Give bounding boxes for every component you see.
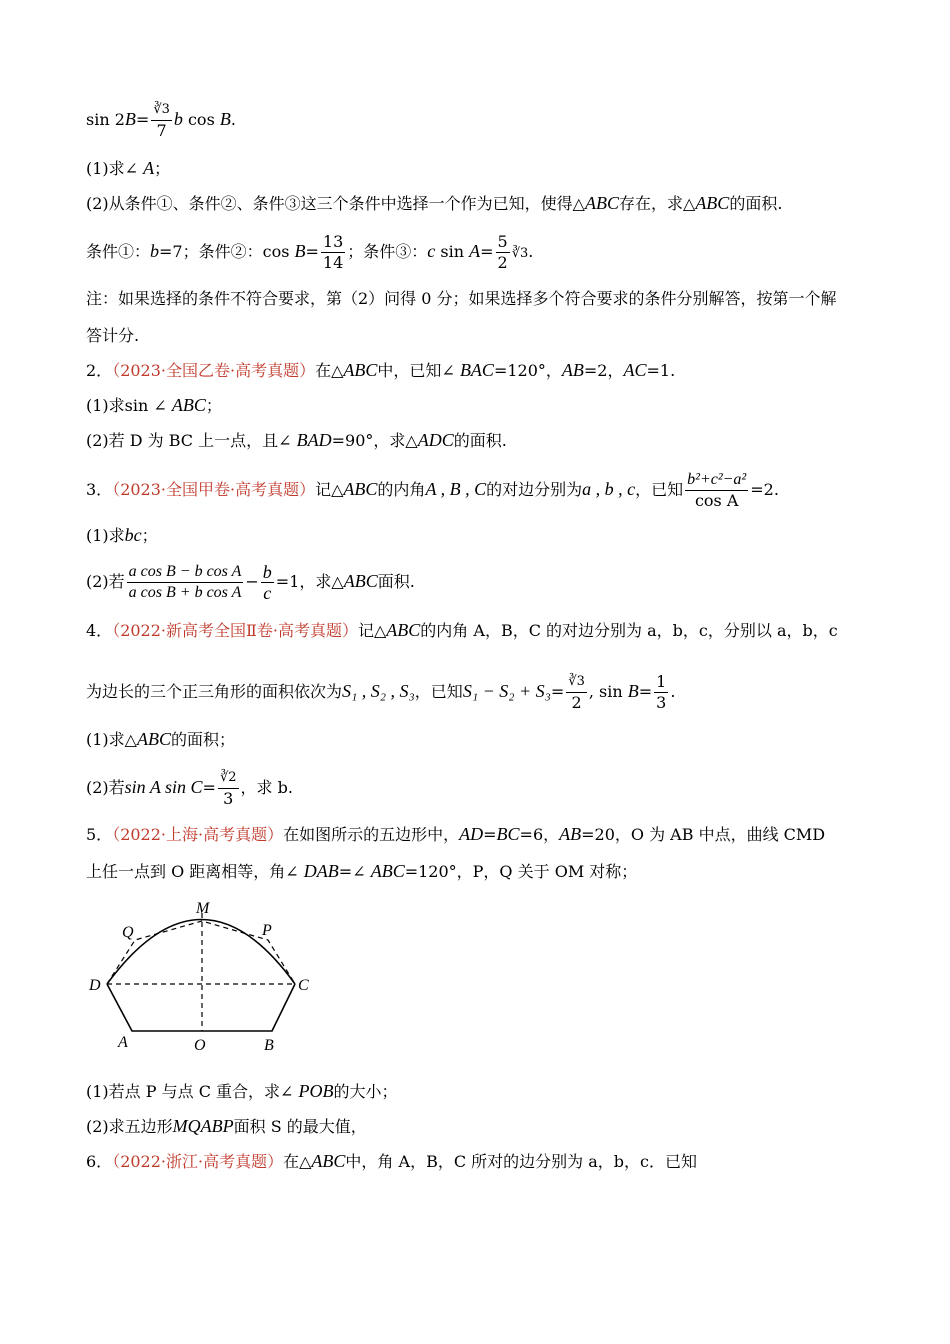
source-tag: （2022·浙江·高考真题） <box>112 1152 284 1171</box>
label-d: D <box>89 977 101 994</box>
var: S₁ − S₂ + S₃ <box>462 681 551 701</box>
question-4-cont <box>86 672 675 713</box>
var: A , B , C <box>425 479 487 499</box>
text: = <box>550 682 565 701</box>
text: − <box>245 572 259 591</box>
frac-num: b²+c²−a² <box>685 470 748 491</box>
text: 的内角 <box>377 480 426 499</box>
text: 中，已知 <box>377 361 442 380</box>
text: = <box>483 825 497 844</box>
label-q: Q <box>122 924 134 941</box>
text: 的对边分别为 <box>486 480 583 499</box>
text: 为边长的三个正三角形的面积依次为 <box>86 682 343 701</box>
frac-num: b <box>262 562 272 582</box>
text: = <box>338 862 353 881</box>
source-tag: （2023·全国乙卷·高考真题） <box>112 361 316 380</box>
var: AC <box>623 360 647 380</box>
text: =6， <box>519 825 560 844</box>
question-3 <box>86 470 779 511</box>
note-line-2: 答计分. <box>86 326 140 345</box>
var: A <box>143 158 155 178</box>
label-c: C <box>298 977 309 994</box>
text: (1)求 <box>86 730 125 749</box>
var: BAD <box>296 430 332 450</box>
q1-part2 <box>86 193 782 214</box>
text: (2)若 D 为 BC 上一点，且 <box>86 431 279 450</box>
var: BC <box>496 824 520 844</box>
q1-part1 <box>86 158 170 179</box>
text: 记 <box>315 480 332 499</box>
text: ，求 b. <box>240 778 293 797</box>
frac-num: ∛3 <box>566 672 587 693</box>
text: (2)若 <box>86 778 125 797</box>
var: ABC <box>584 193 619 213</box>
text: 面积 S 的最大值， <box>233 1117 367 1136</box>
question-number: 4． <box>86 621 113 640</box>
text: (2)若 <box>86 572 125 591</box>
var: A <box>469 241 481 261</box>
var: DAB <box>303 861 339 881</box>
frac-den: cos A <box>694 491 739 510</box>
var: AB <box>559 824 582 844</box>
var: ABC <box>343 479 378 499</box>
frac-den: 2 <box>571 693 582 712</box>
frac-num: ∛2 <box>218 768 239 789</box>
text: (1)求 <box>86 526 125 545</box>
question-number: 3． <box>86 480 113 499</box>
question-5 <box>86 824 825 845</box>
text: (2)求五边形 <box>86 1117 173 1136</box>
frac-den: c <box>263 583 272 603</box>
var: B <box>294 241 306 261</box>
frac-den: a cos B + b cos A <box>128 584 242 601</box>
var: ABC <box>343 360 378 380</box>
var: AB <box>561 360 584 380</box>
frac-den: 3 <box>223 789 234 808</box>
triangle-symbol: △ <box>331 361 344 380</box>
fraction <box>496 232 510 273</box>
frac-num: ∛3 <box>151 100 172 121</box>
source-tag: （2022·新高考全国Ⅱ卷·高考真题） <box>112 621 358 640</box>
pentagon-base <box>107 984 295 1031</box>
text: ；条件③： <box>347 242 428 261</box>
question-number: 6． <box>86 1152 113 1171</box>
text: sin 2 <box>86 110 125 129</box>
var: ABC <box>386 620 421 640</box>
question-4 <box>86 620 838 641</box>
label-m: M <box>196 900 210 917</box>
text: cos <box>187 110 215 129</box>
var: ABC <box>311 1151 346 1171</box>
text: 的面积. <box>729 194 783 213</box>
text: 在如图所示的五边形中， <box>283 825 460 844</box>
source-tag: （2022·上海·高考真题） <box>112 825 284 844</box>
text: 面积. <box>377 572 415 591</box>
triangle-symbol: △ <box>124 730 137 749</box>
var: B <box>219 109 231 129</box>
label-a: A <box>118 1034 128 1051</box>
q2-part2 <box>86 430 507 451</box>
text: =120°，P，Q 关于 OM 对称； <box>404 862 638 881</box>
var: S₁ , S₂ , S₃ <box>342 681 415 701</box>
text: (1)求 <box>86 159 125 178</box>
fraction <box>261 562 274 603</box>
label-p: P <box>262 922 272 939</box>
text: ； <box>205 396 222 415</box>
source-tag: （2023·全国甲卷·高考真题） <box>112 480 316 499</box>
label-b: B <box>264 1037 274 1054</box>
frac-den: 7 <box>156 121 167 140</box>
var: AD <box>459 824 484 844</box>
angle-symbol: ∠ <box>124 159 139 178</box>
frac-den: 3 <box>656 693 667 712</box>
triangle-symbol: △ <box>683 194 696 213</box>
var: c <box>427 241 436 261</box>
var: bc <box>124 525 142 545</box>
text: = <box>480 242 494 261</box>
angle-symbol: ∠ <box>280 1082 294 1101</box>
text: 在 <box>283 1152 300 1171</box>
angle-symbol: ∠ <box>352 862 366 881</box>
fraction <box>685 470 748 511</box>
text: 存在，求 <box>618 194 683 213</box>
fraction <box>566 672 587 713</box>
var: b <box>150 241 160 261</box>
var: ABC <box>343 571 378 591</box>
var: a , b , c <box>582 479 636 499</box>
fraction <box>127 562 244 603</box>
q3-part1 <box>86 525 158 546</box>
var: BAC <box>459 360 494 380</box>
radical: ∛3 <box>511 246 529 261</box>
triangle-symbol: △ <box>331 572 344 591</box>
text: ； <box>154 159 171 178</box>
fraction <box>218 768 239 809</box>
text: = <box>202 778 216 797</box>
fraction <box>654 672 668 713</box>
text: =2. <box>750 480 779 499</box>
frac-num: 5 <box>497 232 508 251</box>
q4-part2 <box>86 768 293 809</box>
text: = <box>305 242 319 261</box>
text: ，已知 <box>635 480 684 499</box>
text: 在 <box>315 361 332 380</box>
question-5-cont <box>86 861 637 882</box>
text: 的面积； <box>170 730 235 749</box>
note-line-1: 注：如果选择的条件不符合要求，第（2）问得 0 分；如果选择多个符合要求的条件分别解答，按第一个解 <box>86 289 837 308</box>
text: =1. <box>646 361 676 380</box>
question-2 <box>86 360 675 381</box>
text: 的内角 A，B，C 的对边分别为 a，b，c，分别以 a，b，c <box>420 621 838 640</box>
equation-line <box>86 100 236 141</box>
text: 条件①： <box>86 242 151 261</box>
triangle-symbol: △ <box>331 480 344 499</box>
var: b <box>173 109 183 129</box>
text: = <box>638 682 653 701</box>
triangle-symbol: △ <box>572 194 585 213</box>
text: 的大小； <box>333 1082 398 1101</box>
angle-symbol: ∠ <box>441 361 455 380</box>
fraction <box>321 232 345 273</box>
text: (1)若点 P 与点 C 重合，求 <box>86 1082 281 1101</box>
text: (2)从条件①、条件②、条件③这三个条件中选择一个作为已知，使得 <box>86 194 573 213</box>
text: =2， <box>583 361 624 380</box>
text: . <box>670 682 676 701</box>
text: =20，O 为 AB 中点，曲线 CMD <box>581 825 826 844</box>
var: B <box>627 681 639 701</box>
var: sin A sin C <box>124 777 203 797</box>
question-6 <box>86 1151 697 1172</box>
q5-part1 <box>86 1081 398 1102</box>
question-number: 2． <box>86 361 113 380</box>
q4-part1 <box>86 729 235 750</box>
text: , sin <box>588 682 628 701</box>
var: ABC <box>136 729 171 749</box>
var: ABC <box>695 193 730 213</box>
frac-den: 2 <box>497 253 508 272</box>
q5-part2 <box>86 1116 367 1137</box>
text: =7；条件②：cos <box>159 242 295 261</box>
pentagon-figure <box>80 895 320 1060</box>
text: ； <box>141 526 158 545</box>
label-o: O <box>194 1037 206 1054</box>
var: ADC <box>417 430 454 450</box>
text: 中，角 A，B，C 所对的边分别为 a，b，c．已知 <box>345 1152 697 1171</box>
triangle-symbol: △ <box>299 1152 312 1171</box>
q2-part1 <box>86 395 222 416</box>
conditions-line <box>86 232 533 273</box>
fraction <box>151 100 172 141</box>
frac-num: a cos B − b cos A <box>127 562 244 583</box>
q3-part2 <box>86 562 415 603</box>
frac-den: 14 <box>322 253 344 272</box>
text: =120°， <box>493 361 562 380</box>
text: (1)求sin <box>86 396 154 415</box>
text: 上任一点到 O 距离相等，角 <box>86 862 286 881</box>
text: =90°，求 <box>331 431 406 450</box>
frac-num: 13 <box>322 232 344 251</box>
var: ABC <box>370 861 405 881</box>
triangle-symbol: △ <box>405 431 418 450</box>
text: 记 <box>357 621 374 640</box>
text: ，已知 <box>414 682 463 701</box>
var: MQABP <box>172 1116 234 1136</box>
var: POB <box>298 1081 334 1101</box>
angle-symbol: ∠ <box>278 431 292 450</box>
triangle-symbol: △ <box>373 621 387 640</box>
question-number: 5． <box>86 825 113 844</box>
var: ABC <box>171 395 206 415</box>
angle-symbol: ∠ <box>153 396 167 415</box>
text: sin <box>435 242 470 261</box>
text: =1，求 <box>275 572 332 591</box>
text: . <box>528 242 534 261</box>
var: B <box>124 109 136 129</box>
text: = <box>135 110 150 129</box>
angle-symbol: ∠ <box>285 862 299 881</box>
frac-num: 1 <box>656 672 667 691</box>
text: 的面积. <box>453 431 507 450</box>
text: . <box>230 110 236 129</box>
